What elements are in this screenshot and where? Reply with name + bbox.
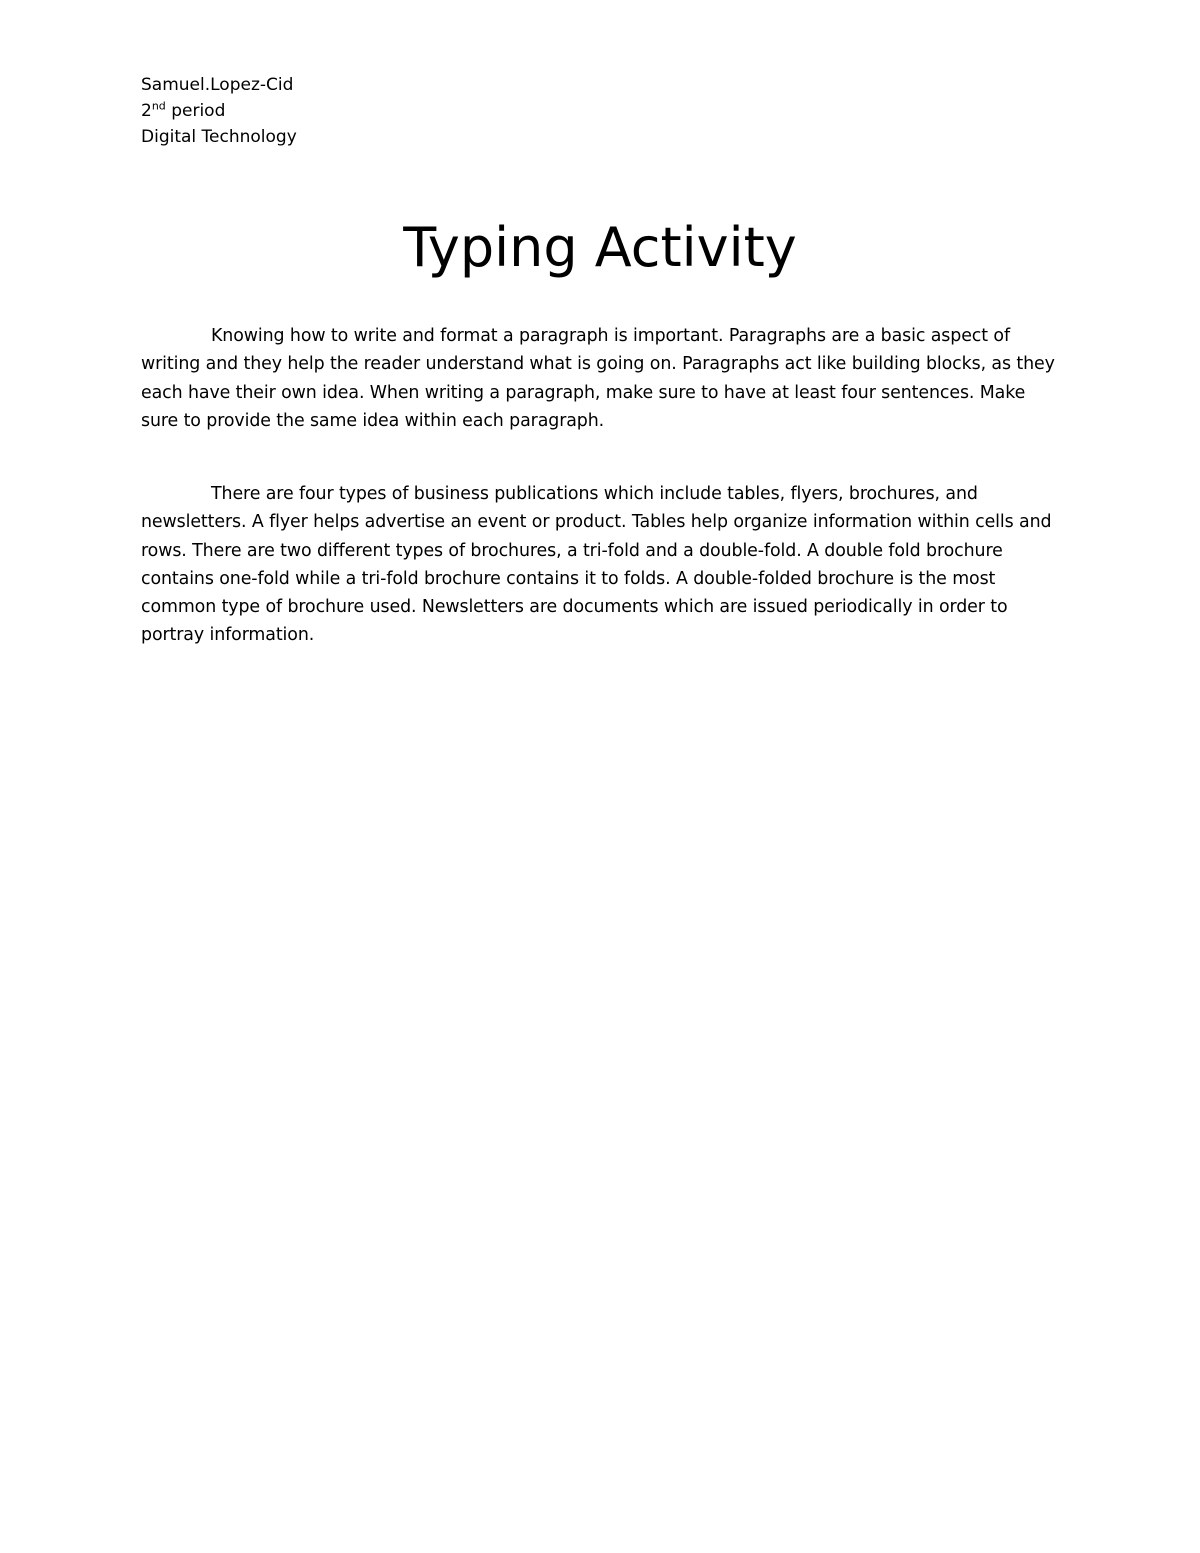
- period-number: 2: [141, 101, 152, 121]
- period-label: period: [165, 101, 226, 121]
- class-period: [141, 98, 297, 124]
- body-paragraph: There are four types of business publications which include tables, flyers, brochures, and newsletters. A flyer helps advertise an event or product. Tables help organize information within cells and rows. There are two different types of brochures, a tri-fold and a double-fold. A double fold brochure contains one-fold while a tri-fold brochure contains it to folds. A double-folded brochure is the most common type of brochure used. Newsletters are documents which are issued periodically in order to portray information.: [141, 484, 1052, 646]
- period-suffix: nd: [151, 99, 166, 113]
- class-name: Digital Technology: [141, 127, 297, 147]
- document-title: Typing Activity: [403, 216, 797, 279]
- author-name: Samuel.Lopez-Cid: [141, 75, 294, 95]
- document-header: [141, 72, 297, 150]
- body-paragraph: Knowing how to write and format a paragraph is important. Paragraphs are a basic aspect of writing and they help the reader understand what is going on. Paragraphs act like building blocks, as they each have their own idea. When writing a paragraph, make sure to have at least four sentences. Make sure to provide the same idea within each paragraph.: [141, 326, 1055, 431]
